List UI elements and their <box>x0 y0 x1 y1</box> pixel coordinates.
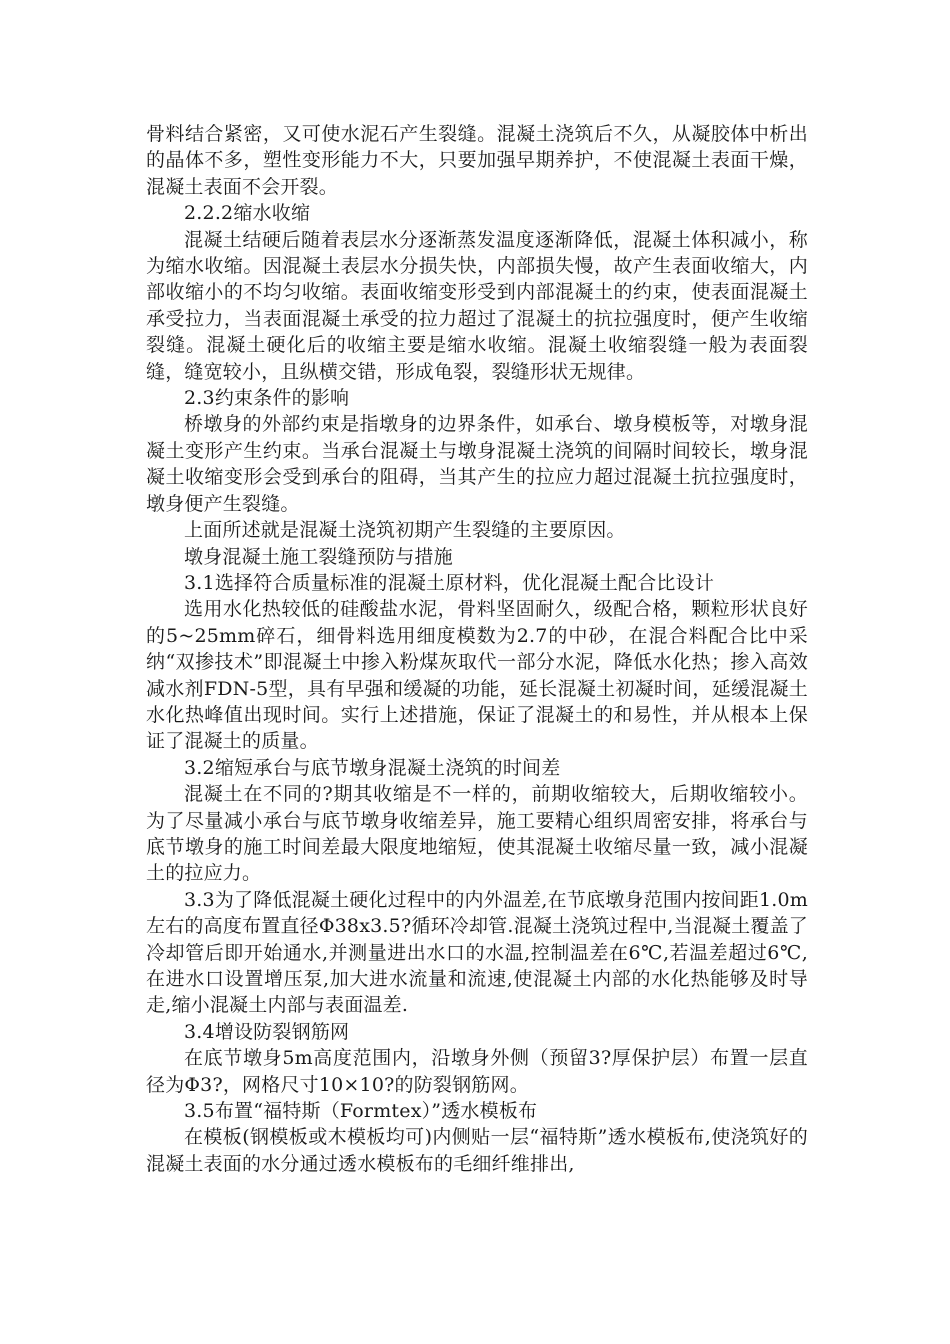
section-heading: 3.1选择符合质量标准的混凝土原材料，优化混凝土配合比设计 <box>184 571 715 594</box>
section-heading: 3.4增设防裂钢筋网 <box>184 1020 350 1043</box>
document-page <box>146 121 808 1177</box>
paragraph: 上面所述就是混凝土浇筑初期产生裂缝的主要原因。 <box>184 519 626 542</box>
section-heading: 3.2缩短承台与底节墩身混凝土浇筑的时间差 <box>184 756 561 779</box>
paragraph: 骨料结合紧密，又可使水泥石产生裂缝。混凝土浇筑后不久，从凝胶体中析出的晶体不多，塑性变形能力不大，只要加强早期养护，不使混凝土表面干燥，混凝土表面不会开裂。 <box>146 123 808 198</box>
paragraph: 在底节墩身5m高度范围内，沿墩身外侧（预留3?厚保护层）布置一层直径为Φ3?，网格尺寸10×10?的防裂钢筋网。 <box>146 1047 808 1096</box>
paragraph: 选用水化热较低的硅酸盐水泥，骨料坚固耐久，级配合格，颗粒形状良好的5~25mm碎石，细骨料选用细度模数为2.7的中砂，在混合料配合比中采纳“双掺技术”即混凝土中掺入粉煤灰取代一部分水泥，降低水化热；掺入高效减水剂FDN-5型，具有早强和缓凝的功能，延长混凝土初凝时间，延缓混凝土水化热峰值出现时间。实行上述措施，保证了混凝土的和易性，并从根本上保证了混凝土的质量。 <box>146 598 808 753</box>
paragraph: 在模板(钢模板或木模板均可)内侧贴一层“福特斯”透水模板布,使浇筑好的混凝土表面的水分通过透水模板布的毛细纤维排出, <box>146 1126 808 1175</box>
paragraph: 混凝土在不同的?期其收缩是不一样的，前期收缩较大，后期收缩较小。为了尽量减小承台与底节墩身收缩差异，施工要精心组织周密安排，将承台与底节墩身的施工时间差最大限度地缩短，使其混凝土收缩尽量一致，减小混凝土的拉应力。 <box>146 783 808 885</box>
paragraph: 3.3为了降低混凝土硬化过程中的内外温差,在节底墩身范围内按间距1.0m左右的高度布置直径Φ38ⅹ3.5?循环冷却管.混凝土浇筑过程中,当混凝土覆盖了冷却管后即开始通水,并测量进出水口的水温,控制温差在6℃,若温差超过6℃,在进水口设置增压泵,加大进水流量和流速,使混凝土内部的水化热能够及时导走,缩小混凝土内部与表面温差. <box>146 888 808 1017</box>
paragraph: 混凝土结硬后随着表层水分逐渐蒸发温度逐渐降低，混凝土体积减小，称为缩水收缩。因混凝土表层水分损失快，内部损失慢，故产生表面收缩大，内部收缩小的不均匀收缩。表面收缩变形受到内部混凝土的约束，使表面混凝土承受拉力，当表面混凝土承受的拉力超过了混凝土的抗拉强度时，便产生收缩裂缝。混凝土硬化后的收缩主要是缩水收缩。混凝土收缩裂缝一般为表面裂缝，缝宽较小，且纵横交错，形成龟裂，裂缝形状无规律。 <box>146 228 808 383</box>
section-heading: 2.3约束条件的影响 <box>184 387 350 410</box>
section-heading: 2.2.2缩水收缩 <box>184 202 311 225</box>
section-heading: 墩身混凝土施工裂缝预防与措施 <box>184 545 453 568</box>
paragraph: 桥墩身的外部约束是指墩身的边界条件，如承台、墩身模板等，对墩身混凝土变形产生约束。当承台混凝土与墩身混凝土浇筑的间隔时间较长，墩身混凝土收缩变形会受到承台的阻碍，当其产生的拉应力超过混凝土抗拉强度时，墩身便产生裂缝。 <box>146 413 808 515</box>
section-heading: 3.5布置“福特斯（Formtex）”透水模板布 <box>184 1100 538 1123</box>
